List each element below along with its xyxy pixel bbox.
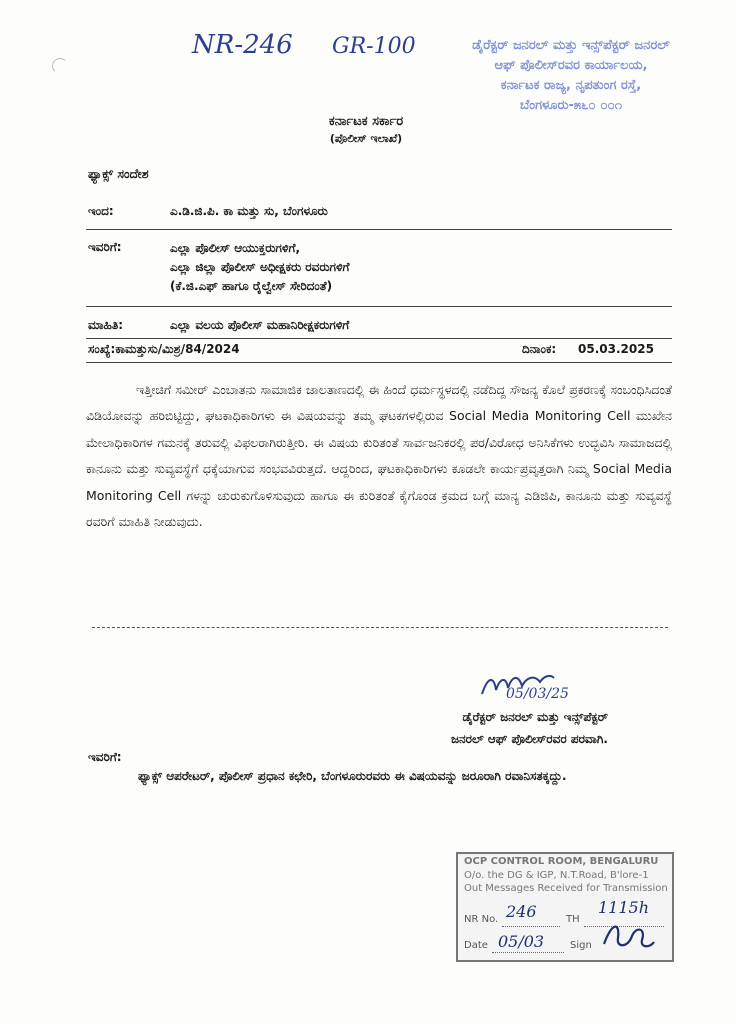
fax-message-title: ಫ್ಯಾಕ್ಸ್ ಸಂದೇಶ: [88, 166, 149, 181]
stamp-nr-line: [502, 926, 560, 927]
to-line-2: ಎಲ್ಲಾ ಜಿಲ್ಲಾ ಪೊಲೀಸ್ ಅಧೀಕ್ಷಕರು ರವರುಗಳಿಗೆ: [170, 260, 350, 274]
signature-date: 05/03/25: [506, 686, 569, 702]
divider: [86, 306, 672, 307]
divider: [86, 229, 672, 230]
office-address-stamp: [436, 36, 706, 116]
from-value: ಎ.ಡಿ.ಜಿ.ಪಿ. ಕಾ ಮತ್ತು ಸು, ಬೆಂಗಳೂರು: [170, 204, 328, 218]
office-stamp-line-2: ಆಫ್ ಪೊಲೀಸ್‌ರವರ ಕಾರ್ಯಾಲಯ,: [494, 58, 648, 73]
signature-block: [330, 706, 608, 750]
reference-number: ಸಂಖ್ಯೆ:ಕಾಮತ್ತುಸು/ಮಿಶ್ರ/84/2024: [88, 342, 240, 356]
from-label: ಇಂದ:: [88, 204, 114, 218]
stamp-nr-value: 246: [506, 902, 537, 921]
to-label: ಇವರಿಗೆ:: [88, 240, 122, 254]
divider: [86, 362, 672, 363]
stamp-nr-label: NR No.: [464, 914, 499, 925]
divider: [86, 338, 672, 339]
binder-hole-mark: [52, 58, 68, 74]
handwritten-gr-ref: GR-100: [332, 34, 416, 59]
office-stamp-line-3: ಕರ್ನಾಟಕ ರಾಜ್ಯ, ನೃಪತುಂಗ ರಸ್ತೆ,: [500, 78, 642, 93]
stamp-line-2: O/o. the DG & IGP, N.T.Road, B'lore-1: [464, 870, 649, 881]
date-value: 05.03.2025: [578, 342, 654, 356]
handwritten-nr-ref: NR-246: [192, 30, 293, 60]
stamp-date-value: 05/03: [498, 932, 545, 951]
footer-to-label: ಇವರಿಗೆ:: [88, 750, 122, 764]
stamp-signature-scribble: [598, 918, 658, 954]
stamp-sign-label: Sign: [570, 940, 592, 951]
to-line-3: (ಕೆ.ಜಿ.ಎಫ್ ಹಾಗೂ ರೈಲ್ವೇಸ್ ಸೇರಿದಂತೆ): [170, 279, 333, 293]
government-heading: ಕರ್ನಾಟಕ ಸರ್ಕಾರ: [328, 114, 404, 129]
stamp-line-3: Out Messages Received for Transmission: [464, 883, 668, 894]
office-stamp-line-1: ಡೈರೆಕ್ಟರ್ ಜನರಲ್ ಮತ್ತು ಇನ್ಸ್‌ಪೆಕ್ಟರ್ ಜನರಲ್: [472, 38, 670, 53]
body-paragraph: ಇತ್ತೀಚಿಗೆ ಸಮೀರ್ ಎಂಬಾತನು ಸಾಮಾಜಿಕ ಜಾಲತಾಣದಲ್ಲಿ ಈ ಹಿಂದೆ ಧರ್ಮಸ್ಥಳದಲ್ಲಿ ನಡೆದಿದ್ದ ಸೌಜನ್ಯ ಕೊಲೆ ಪ್ರಕರಣಕ್ಕೆ ಸಂಬಂಧಿಸಿದಂತೆ ವಿಡಿಯೋವನ್ನು ಹರಿಬಿಟ್ಟಿದ್ದು, ಘಟಕಾಧಿಕಾರಿಗಳು ಈ ವಿಷಯವನ್ನು ತಮ್ಮ ಘಟಕಗಳಲ್ಲಿರುವ Social Media Monitoring Cell ಮುಖೇನ ಮೇಲಾಧಿಕಾರಿಗಳ ಗಮನಕ್ಕೆ ತರುವಲ್ಲಿ ವಿಫಲರಾಗಿರುತ್ತೀರಿ. ಈ ವಿಷಯ ಕುರಿತಂತೆ ಸಾರ್ವಜನಿಕರಲ್ಲಿ ಪರ/ವಿರೋಧ ಅನಿಸಿಕೆಗಳು ಉದ್ಭವಿಸಿ ಸಾಮಾಜದಲ್ಲಿ ಕಾನೂನು ಮತ್ತು ಸುವ್ಯವಸ್ಥೆಗೆ ಧಕ್ಕೆಯಾಗುವ ಸಂಭವವಿರುತ್ತದೆ. ಆದ್ದರಿಂದ, ಘಟಕಾಧಿಕಾರಿಗಳು ಕೂಡಲೇ ಕಾರ್ಯಪ್ರವೃತ್ತರಾಗಿ ನಿಮ್ಮ Social Media Monitoring Cell ಗಳನ್ನು ಚುರುಕುಗೊಳಿಸುವುದು ಹಾಗೂ ಈ ಕುರಿತಂತೆ ಕೈಗೊಂಡ ಕ್ರಮದ ಬಗ್ಗೆ ಮಾನ್ಯ ಎಡಿಜಿಪಿ, ಕಾನೂನು ಮತ್ತು ಸುವ್ಯವಸ್ಥೆ ರವರಿಗೆ ಮಾಹಿತಿ ನೀಡುವುದು.: [86, 382, 673, 530]
info-value: ಎಲ್ಲಾ ವಲಯ ಪೊಲೀಸ್ ಮಹಾನಿರೀಕ್ಷಕರುಗಳಿಗೆ: [170, 318, 350, 332]
stamp-line-1: OCP CONTROL ROOM, BENGALURU: [464, 856, 659, 867]
to-line-1: ಎಲ್ಲಾ ಪೊಲೀಸ್ ಆಯುಕ್ತರುಗಳಿಗೆ,: [170, 241, 300, 255]
date-label: ದಿನಾಂಕ:: [522, 342, 557, 356]
department-heading: (ಪೊಲೀಸ್ ಇಲಾಖೆ): [329, 132, 403, 145]
signatory-title-line-1: ಡೈರೆಕ್ಟರ್ ಜನರಲ್ ಮತ್ತು ಇನ್ಸ್‌ಪೆಕ್ಟರ್: [462, 710, 608, 724]
signatory-title-line-2: ಜನರಲ್ ಆಫ್ ಪೊಲೀಸ್‌ರವರ ಪರವಾಗಿ.: [450, 732, 608, 746]
control-room-stamp: [456, 852, 674, 962]
stamp-date-label: Date: [464, 940, 488, 951]
office-stamp-line-4: ಬೆಂಗಳೂರು-೫೬೦ ೦೦೧: [519, 98, 623, 113]
info-label: ಮಾಹಿತಿ:: [88, 318, 124, 332]
footer-instruction: ಫ್ಯಾಕ್ಸ್ ಆಪರೇಟರ್, ಪೊಲೀಸ್ ಪ್ರಧಾನ ಕಛೇರಿ, ಬೆಂಗಳೂರುರವರು ಈ ವಿಷಯವನ್ನು ಜರೂರಾಗಿ ರವಾನಿಸತಕ್ಕದ್ದು.: [138, 769, 567, 783]
stamp-th-value: 1115h: [598, 898, 650, 917]
stamp-date-line: [492, 952, 564, 953]
stamp-th-label: TH: [566, 914, 580, 925]
dashed-separator: [92, 627, 668, 628]
